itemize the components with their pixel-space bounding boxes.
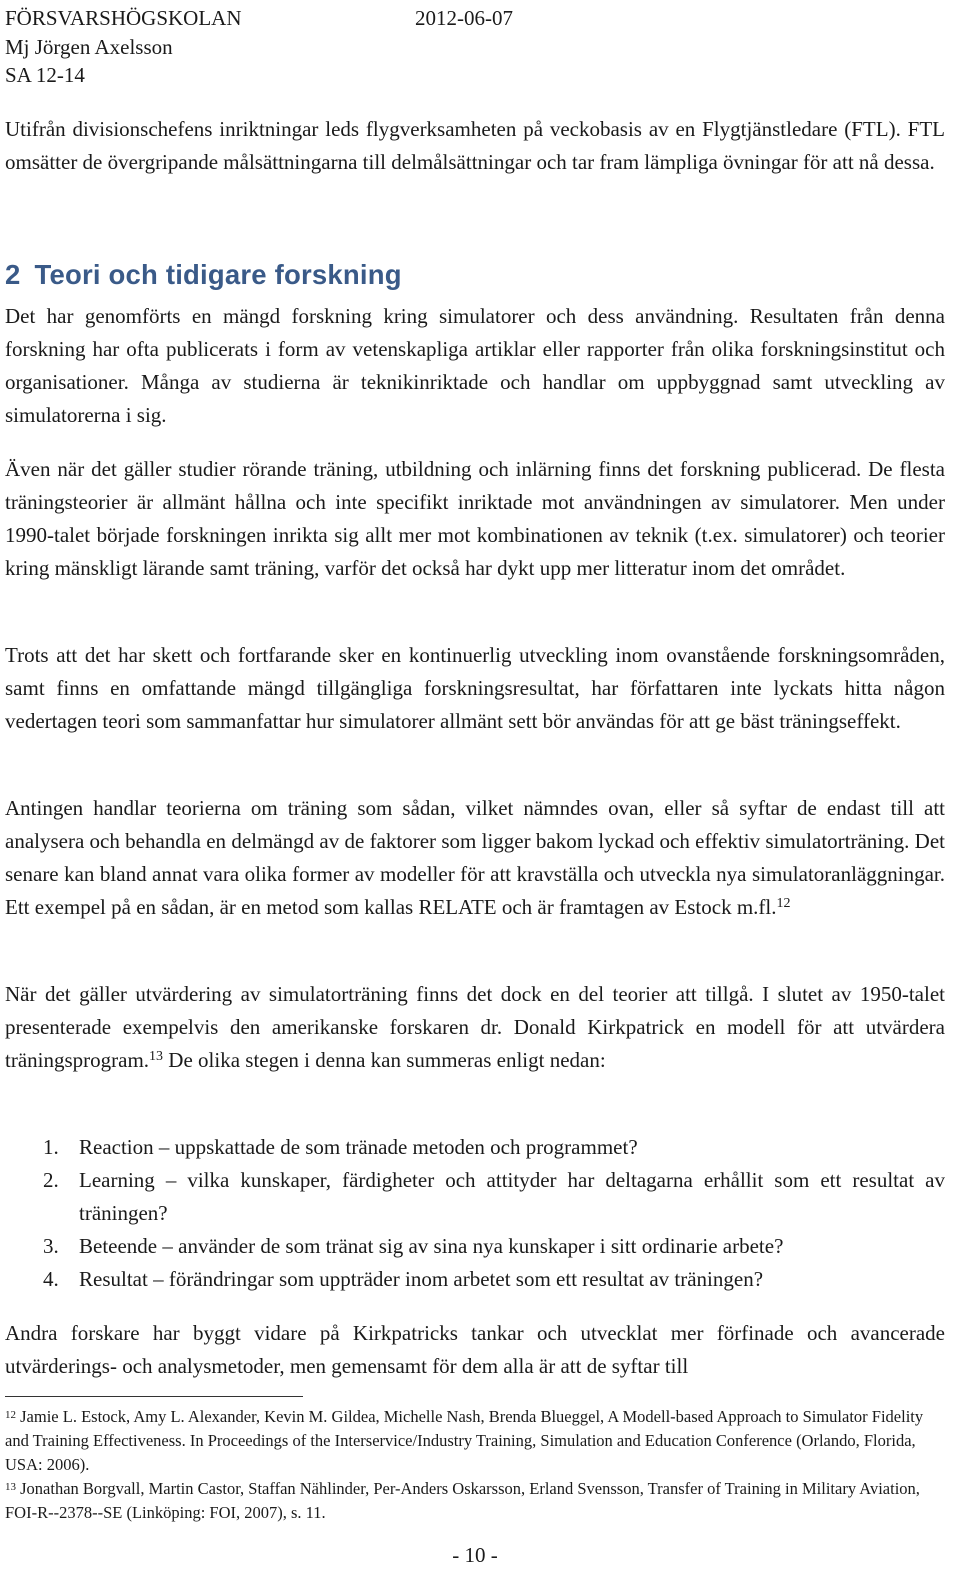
paragraph-research-intro: Det har genomförts en mängd forskning kring simulatorer och dess användning. Resultaten från denna forskning har ofta publicerats i form av vetenskapliga artiklar eller rapporter från olika forskningsinstitut och organisationer. Många av studierna är teknikinriktade och handlar om uppbyggnad samt utveckling av simulatorerna i sig. [5,304,945,427]
section-number: 2 [5,259,21,290]
footnote-ref-13[interactable]: 13 [149,1049,164,1064]
footnote-divider [5,1396,303,1397]
list-item [5,1230,945,1263]
evaluation-levels-list [5,1131,945,1296]
page-number: - 10 - [452,1543,498,1567]
header-date: 2012-06-07 [415,6,513,30]
paragraph-relate [5,792,945,924]
footnote-number: 12 [5,1409,16,1421]
list-item-text: Learning – vilka kunskaper, färdigheter och attityder har deltagarna erhållit som ett resultat av träningen? [79,1168,945,1225]
header-organization: FÖRSVARSHÖGSKOLAN [5,6,242,30]
paragraph-no-theory: Trots att det har skett och fortfarande sker en kontinuerlig utveckling inom ovanstående forskningsområden, samt finns en omfattande mängd tillgängliga forskningsresultat, har författaren inte lyckats hitta någon vedertagen teori som sammanfattar hur simulatorer allmänt sett bör användas för att ge bäst träningseffekt. [5,643,945,733]
list-item [5,1164,945,1230]
footnote-13 [5,1477,945,1525]
footnote-12 [5,1405,945,1477]
paragraph-ftl: Utifrån divisionschefens inriktningar leds flygverksamheten på veckobasis av en Flygtjänstledare (FTL). FTL omsätter de övergripande målsättningarna till delmålsättningar och tar fram lämpliga övningar för att nå dessa. [5,117,945,174]
list-item [5,1131,945,1164]
page-header [5,4,513,90]
list-item-text: Reaction – uppskattade de som tränade metoden och programmet? [79,1135,638,1159]
footnote-ref-12[interactable]: 12 [776,896,791,911]
list-item-number: 3. [43,1234,59,1258]
header-course: SA 12-14 [5,63,85,87]
footnotes [5,1405,945,1525]
list-item [5,1263,945,1296]
list-item-text: Resultat – förändringar som uppträder inom arbetet som ett resultat av träningen? [79,1267,764,1291]
list-item-number: 2. [43,1168,59,1192]
footnote-text: Jonathan Borgvall, Martin Castor, Staffan Nählinder, Per-Anders Oskarsson, Erland Svensson, Transfer of Training in Military Aviation, FOI-R--2378--SE (Linköping: FOI, 2007), s. 11. [5,1479,920,1522]
paragraph-relate-text: Antingen handlar teorierna om träning som sådan, vilket nämndes ovan, eller så syftar de endast till att analysera och behandla en delmängd av de faktorer som ligger bakom lyckad och effektiv simulatorträning. Det senare kan bland annat vara olika former av modeller för att kravställa och utveckla nya simulatoranläggningar. Ett exempel på en sådan, är en metod som kallas RELATE och är framtagen av Estock m.fl. [5,796,945,919]
paragraph-further-research: Andra forskare har byggt vidare på Kirkpatricks tankar och utvecklat mer förfinade och avancerade utvärderings- och analysmetoder, men gemensamt för dem alla är att de syftar till [5,1321,945,1378]
list-item-text: Beteende – använder de som tränat sig av sina nya kunskaper i sitt ordinarie arbete? [79,1234,784,1258]
section-heading [5,259,402,291]
header-author: Mj Jörgen Axelsson [5,34,173,59]
paragraph-training-studies: Även när det gäller studier rörande träning, utbildning och inlärning finns det forskning publicerad. De flesta träningsteorier är allmänt hållna och inte specifikt inriktade mot användningen av simulatorer. Men under 1990-talet började forskningen inrikta sig allt mer mot kombinationen av teknik (t.ex. simulatorer) och teorier kring mänskligt lärande samt träning, varför det också har dykt upp mer litteratur inom det området. [5,457,945,580]
footnote-number: 13 [5,1481,16,1493]
paragraph-kirkpatrick [5,978,945,1077]
paragraph-kirkpatrick-text-b: De olika stegen i denna kan summeras enligt nedan: [163,1048,606,1072]
section-title: Teori och tidigare forskning [34,259,402,290]
footnote-text: Jamie L. Estock, Amy L. Alexander, Kevin M. Gildea, Michelle Nash, Brenda Blueggel, A Modell-based Approach to Simulator Fidelity and Training Effectiveness. In Proceedings of the Interservice/Industry Training, Simulation and Education Conference (Orlando, Florida, USA: 2006). [5,1407,924,1474]
list-item-number: 1. [43,1135,59,1159]
list-item-number: 4. [43,1267,59,1291]
paragraph-kirkpatrick-text-a: När det gäller utvärdering av simulatorträning finns det dock en del teorier att tillgå. I slutet av 1950-talet presenterade exempelvis den amerikanske forskaren dr. Donald Kirkpatrick en modell för att utvärdera träningsprogram. [5,982,945,1072]
